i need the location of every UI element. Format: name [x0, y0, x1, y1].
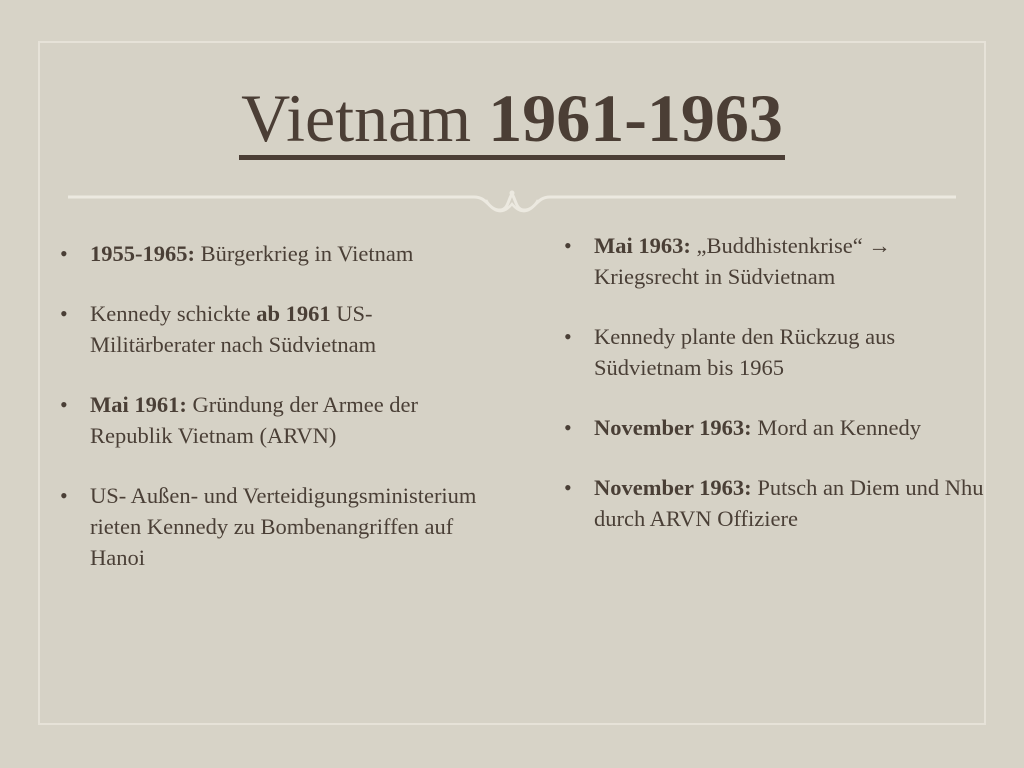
bullet-icon: •	[564, 324, 572, 349]
list-item	[564, 412, 984, 443]
arrow-right-icon: →	[868, 233, 891, 258]
list-item	[564, 472, 984, 534]
item-text: Bürgerkrieg in Vietnam	[195, 241, 414, 266]
item-pre: Kennedy schickte	[90, 301, 257, 326]
bullet-icon: •	[60, 392, 68, 417]
list-item	[564, 230, 984, 292]
list-item	[60, 298, 480, 360]
slide-title-text	[239, 81, 785, 160]
item-text-2: Kriegsrecht in Südvietnam	[594, 264, 836, 289]
item-text: Mord an Kennedy	[751, 415, 922, 440]
item-text: Kennedy plante den Rückzug aus Südvietnam bis 1965	[594, 324, 896, 380]
list-item	[564, 321, 984, 383]
bullet-icon: •	[60, 301, 68, 326]
item-text: US-Militärberater nach Südvietnam	[90, 301, 377, 357]
title-prefix: Vietnam	[241, 80, 489, 156]
bullet-icon: •	[564, 415, 572, 440]
right-bullet-list	[564, 230, 984, 534]
bullet-icon: •	[60, 241, 68, 266]
list-item	[60, 389, 480, 451]
item-text: „Buddhistenkrise“	[690, 233, 869, 258]
bullet-icon: •	[564, 475, 572, 500]
right-column	[564, 230, 984, 563]
item-text: Gründung der Armee der Republik Vietnam (ARVN)	[90, 392, 419, 448]
item-bold: Mai 1961:	[90, 392, 187, 417]
left-column	[60, 238, 480, 602]
left-bullet-list	[60, 238, 480, 573]
item-text: Putsch an Diem und Nhu durch ARVN Offiziere	[594, 475, 984, 531]
list-item	[60, 238, 480, 269]
item-bold: Mai 1963:	[594, 233, 691, 258]
item-bold: November 1963:	[594, 475, 752, 500]
item-text: US- Außen- und Verteidigungsministerium rieten Kennedy zu Bombenangriffen auf Hanoi	[90, 483, 477, 570]
bullet-icon: •	[564, 233, 572, 258]
list-item	[60, 480, 480, 573]
item-bold: November 1963:	[594, 415, 752, 440]
item-bold: 1955-1965:	[90, 241, 195, 266]
item-bold: ab 1961	[256, 301, 331, 326]
slide-title	[0, 78, 1024, 160]
title-years: 1961-1963	[488, 80, 783, 156]
bullet-icon: •	[60, 483, 68, 508]
ornament-divider-icon	[68, 188, 956, 218]
